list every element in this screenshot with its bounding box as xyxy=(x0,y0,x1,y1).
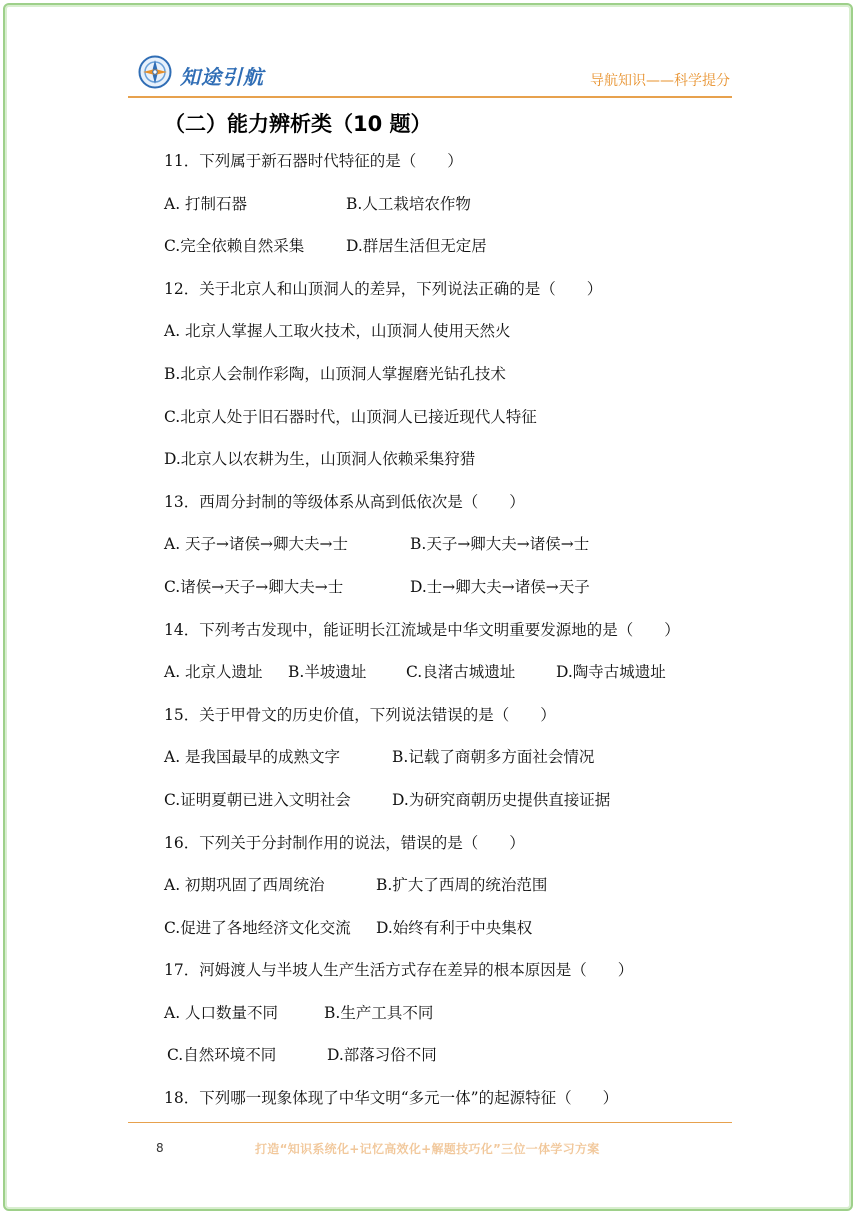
answer-option: B.北京人会制作彩陶，山顶洞人掌握磨光钻孔技术 xyxy=(164,364,506,383)
answer-option: A. 人口数量不同 xyxy=(164,1003,279,1022)
question-stem: 16．下列关于分封制作用的说法，错误的是（ ） xyxy=(164,833,525,852)
answer-option: D.群居生活但无定居 xyxy=(346,237,487,256)
header-slogan: 导航知识——科学提分 xyxy=(590,73,730,89)
option-row xyxy=(164,363,754,406)
option-row xyxy=(164,448,754,491)
answer-option: A. 打制石器 xyxy=(164,194,248,213)
option-row xyxy=(164,917,754,960)
answer-option: B.半坡遗址 xyxy=(288,663,367,682)
footer-tagline: 打造“知识系统化+记忆高效化+解题技巧化”三位一体学习方案 xyxy=(255,1142,600,1156)
page-header xyxy=(128,52,732,98)
question-stem: 15．关于甲骨文的历史价值，下列说法错误的是（ ） xyxy=(164,705,556,724)
option-row xyxy=(164,1002,754,1045)
question-stem: 11．下列属于新石器时代特征的是（ ） xyxy=(164,152,463,170)
answer-option: C.自然环境不同 xyxy=(167,1046,277,1065)
answer-option: B.天子→卿大夫→诸侯→士 xyxy=(410,535,590,554)
header-divider xyxy=(128,96,732,98)
answer-option: D.北京人以农耕为生，山顶洞人依赖采集狩猎 xyxy=(164,450,476,469)
answer-option: D.始终有利于中央集权 xyxy=(376,918,533,937)
footer-divider xyxy=(128,1122,732,1123)
answer-option: B.生产工具不同 xyxy=(324,1003,434,1022)
option-row xyxy=(164,193,754,236)
answer-option: C.证明夏朝已进入文明社会 xyxy=(164,790,351,809)
answer-option: B.记载了商朝多方面社会情况 xyxy=(392,748,595,767)
option-row xyxy=(164,789,754,832)
option-row xyxy=(164,1044,754,1087)
answer-option: A. 北京人掌握人工取火技术，山顶洞人使用天然火 xyxy=(164,322,511,341)
question-list xyxy=(164,150,754,1130)
option-row xyxy=(164,661,754,704)
option-row xyxy=(164,320,754,363)
option-row xyxy=(164,533,754,576)
answer-option: D.为研究商朝历史提供直接证据 xyxy=(392,790,611,809)
brand-name: 知途引航 xyxy=(180,65,264,89)
answer-option: A. 初期巩固了西周统治 xyxy=(164,876,325,895)
answer-option: D.陶寺古城遗址 xyxy=(556,663,666,682)
answer-option: C.良渚古城遗址 xyxy=(406,663,516,682)
answer-option: C.北京人处于旧石器时代，山顶洞人已接近现代人特征 xyxy=(164,407,537,426)
answer-option: D.部落习俗不同 xyxy=(327,1046,437,1065)
answer-option: A. 天子→诸侯→卿大夫→士 xyxy=(164,535,349,554)
answer-option: C.促进了各地经济文化交流 xyxy=(164,918,351,937)
answer-option: C.完全依赖自然采集 xyxy=(164,237,305,256)
answer-option: C.诸侯→天子→卿大夫→士 xyxy=(164,577,344,596)
option-row xyxy=(164,406,754,449)
option-row xyxy=(164,576,754,619)
question-stem: 17．河姆渡人与半坡人生产生活方式存在差异的根本原因是（ ） xyxy=(164,961,634,980)
option-row xyxy=(164,235,754,278)
answer-option: B.人工栽培农作物 xyxy=(346,194,471,213)
compass-logo-icon xyxy=(138,55,172,89)
section-title: （二）能力辨析类（10 题） xyxy=(164,112,432,136)
answer-option: A. 是我国最早的成熟文字 xyxy=(164,748,341,767)
question-stem: 14．下列考古发现中，能证明长江流域是中华文明重要发源地的是（ ） xyxy=(164,620,680,639)
question-stem: 18．下列哪一现象体现了中华文明“多元一体”的起源特征（ ） xyxy=(164,1089,619,1108)
page-number: 8 xyxy=(156,1141,164,1155)
option-row xyxy=(164,874,754,917)
answer-option: A. 北京人遗址 xyxy=(164,663,263,682)
answer-option: B.扩大了西周的统治范围 xyxy=(376,876,548,895)
question-stem: 12．关于北京人和山顶洞人的差异，下列说法正确的是（ ） xyxy=(164,279,603,298)
answer-option: D.士→卿大夫→诸侯→天子 xyxy=(410,577,590,596)
question-stem: 13．西周分封制的等级体系从高到低依次是（ ） xyxy=(164,492,525,511)
option-row xyxy=(164,746,754,789)
